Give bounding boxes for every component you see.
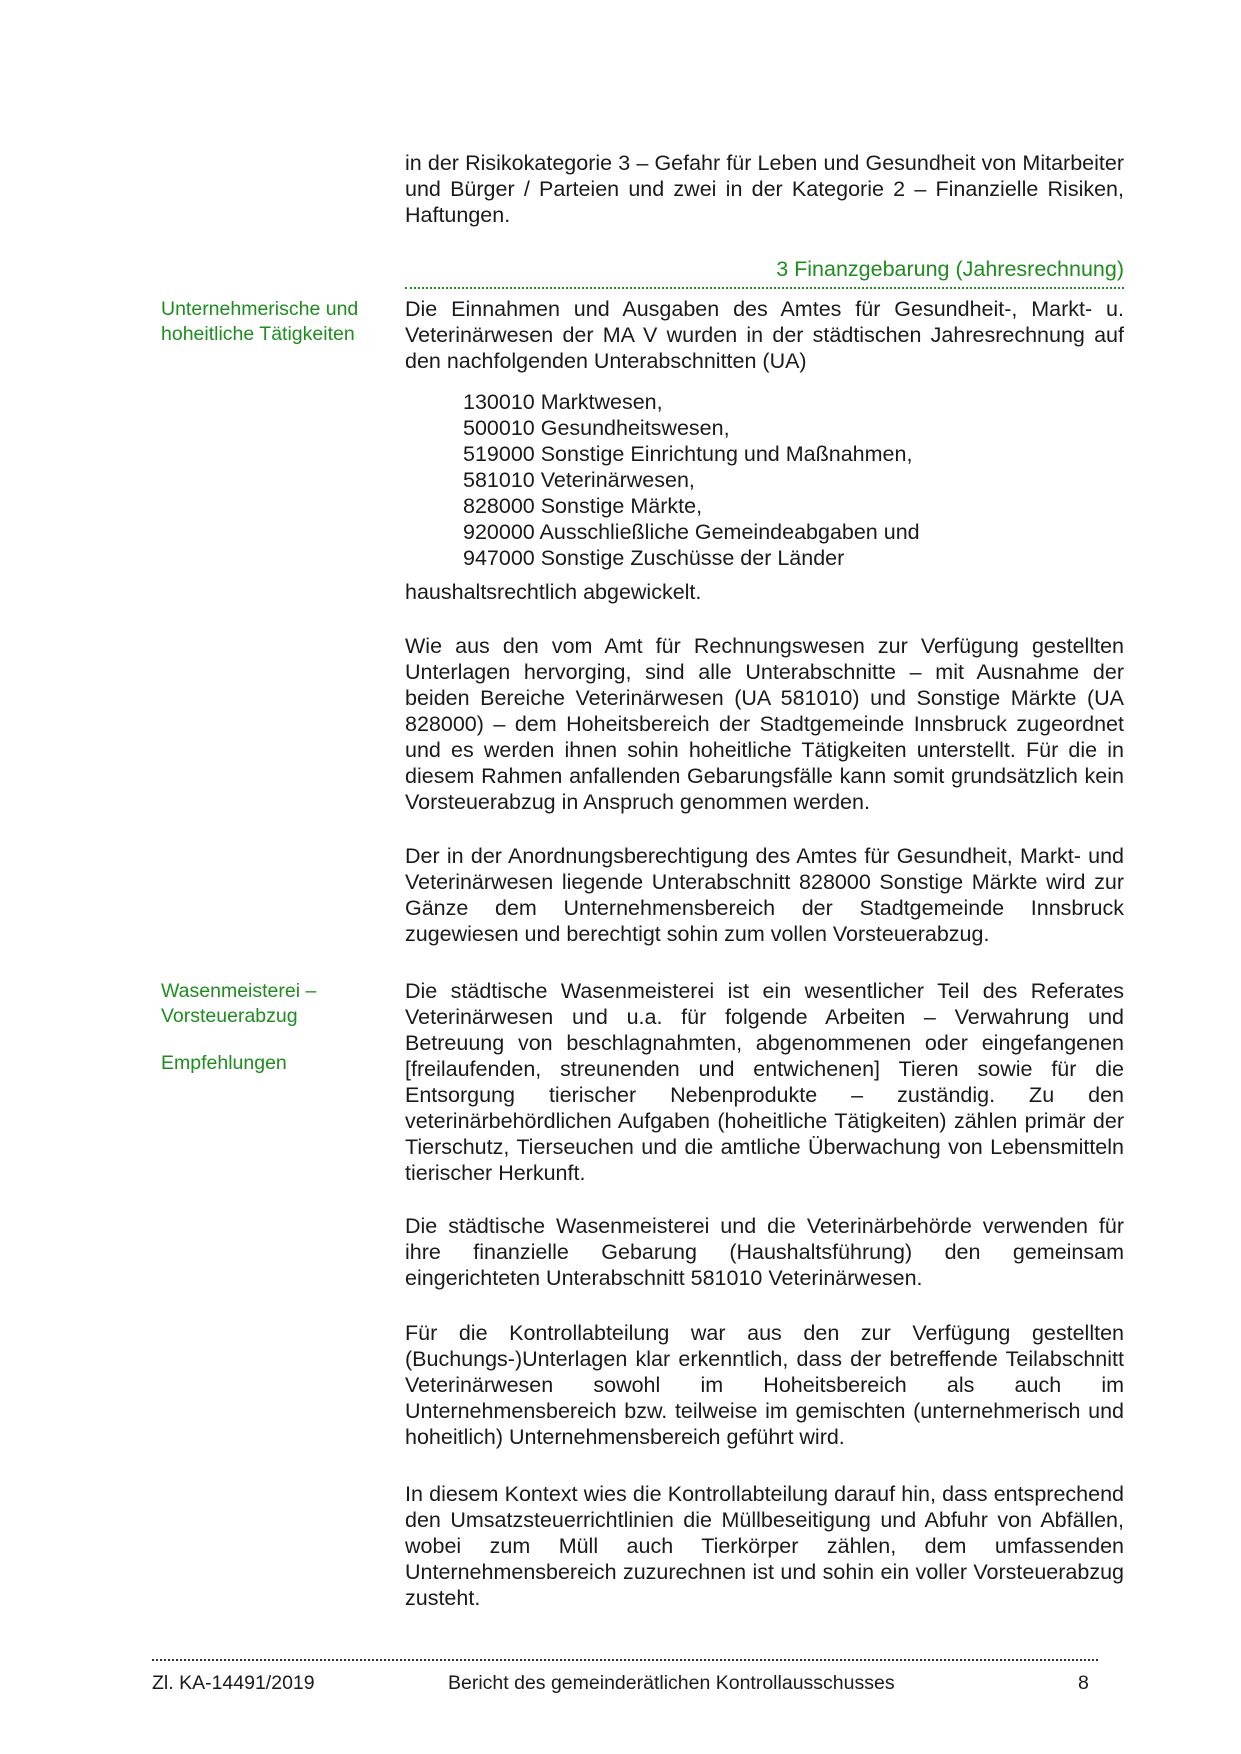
paragraph-einnahmen: Die Einnahmen und Ausgaben des Amtes für Gesundheit-, Markt- u. Veterinärwesen der MA V wurden in der städtischen Jahresrechnung auf den nachfolgenden Unterabschnitten (UA) [405, 297, 1124, 373]
paragraph-kontext: In diesem Kontext wies die Kontrollabteilung darauf hin, dass entsprechend den Umsatzsteuerrichtlinien die Müllbeseitigung und Abfuhr von Abfällen, wobei zum Müll auch Tierkörper zählen, dem umfassenden Unternehmensbereich zuzurechnen ist und sohin ein voller Vorsteuerabzug zusteht. [405, 1482, 1124, 1610]
list-item: 581010 Veterinärwesen, [463, 468, 695, 492]
footer-reference: Zl. KA-14491/2019 [152, 1672, 315, 1694]
paragraph-unterlagen: Wie aus den vom Amt für Rechnungswesen zur Verfügung gestellten Unterlagen hervorging, sind alle Unterabschnitte – mit Ausnahme der beiden Bereiche Veterinärwesen (UA 581010) und Sonstige Märkte (UA 828000) – dem Hoheitsbereich der Stadtgemeinde Innsbruck zugeordnet und es werden ihnen sohin hoheitliche Tätigkeiten unterstellt. Für die in diesem Rahmen anfallenden Gebarungsfälle kann somit grundsätzlich kein Vorsteuerabzug in Anspruch genommen werden. [405, 634, 1124, 814]
paragraph-abgewickelt: haushaltsrechtlich abgewickelt. [405, 580, 702, 604]
list-item: 519000 Sonstige Einrichtung und Maßnahmen, [463, 442, 913, 466]
paragraph-wasenmeisterei: Die städtische Wasenmeisterei ist ein wesentlicher Teil des Referates Veterinärwesen und u.a. für folgende Arbeiten – Verwahrung und Betreuung von beschlagnahmten, abgenommenen oder eingefangenen [freilaufenden, streunenden und entwichenen] Tieren sowie für die Entsorgung tierischer Nebenprodukte – zuständig. Zu den veterinärbehördlichen Aufgaben (hoheitliche Tätigkeiten) zählen primär der Tierschutz, Tierseuchen und die amtliche Überwachung von Lebensmitteln tierischer Herkunft. [405, 979, 1124, 1185]
paragraph-gebarung: Die städtische Wasenmeisterei und die Veterinärbehörde verwenden für ihre finanzielle Gebarung (Haushaltsführung) den gemeinsam eingerichteten Unterabschnitt 581010 Veterinärwesen. [405, 1214, 1124, 1290]
margin-note-taetigkeiten: Unternehmerische und hoheitliche Tätigkeiten [161, 298, 359, 345]
paragraph-kontrollabteilung: Für die Kontrollabteilung war aus den zur Verfügung gestellten (Buchungs-)Unterlagen klar erkenntlich, dass der betreffende Teilabschnitt Veterinärwesen sowohl im Hoheitsbereich als auch im Unternehmensbereich bzw. teilweise im gemischten (unternehmerisch und hoheitlich) Unternehmensbereich geführt wird. [405, 1321, 1124, 1449]
list-item: 920000 Ausschließliche Gemeindeabgaben und [463, 520, 920, 544]
heading-divider [405, 287, 1124, 289]
footer-divider [152, 1659, 1098, 1661]
list-item: 947000 Sonstige Zuschüsse der Länder [463, 546, 845, 570]
section-heading: 3 Finanzgebarung (Jahresrechnung) [776, 257, 1124, 281]
footer-title: Bericht des gemeinderätlichen Kontrollausschusses [448, 1672, 895, 1694]
list-item: 828000 Sonstige Märkte, [463, 494, 703, 518]
intro-paragraph: in der Risikokategorie 3 – Gefahr für Leben und Gesundheit von Mitarbeiter und Bürger / Parteien und zwei in der Kategorie 2 – Finanzielle Risiken, Haftungen. [405, 151, 1124, 227]
ua-list [463, 389, 920, 571]
paragraph-anordnungsberechtigung: Der in der Anordnungsberechtigung des Amtes für Gesundheit, Markt- und Veterinärwesen liegende Unterabschnitt 828000 Sonstige Märkte wird zur Gänze dem Unternehmensbereich der Stadtgemeinde Innsbruck zugewiesen und berechtigt sohin zum vollen Vorsteuerabzug. [405, 844, 1124, 946]
margin-note-wasenmeisterei: Wasenmeisterei – Vorsteuerabzug [161, 980, 317, 1027]
page-number: 8 [1078, 1672, 1089, 1694]
margin-note-empfehlungen: Empfehlungen [161, 1052, 287, 1074]
list-item: 130010 Marktwesen, [463, 390, 663, 414]
list-item: 500010 Gesundheitswesen, [463, 416, 730, 440]
